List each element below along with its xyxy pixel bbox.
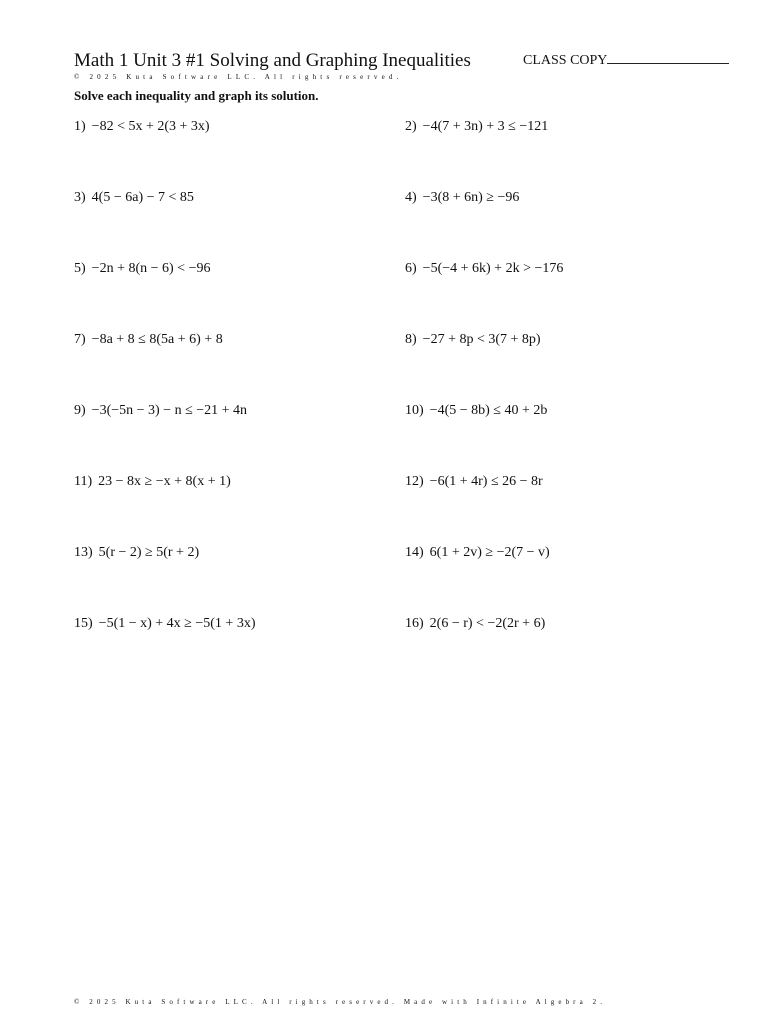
problem-6 [405,260,563,278]
problem-expression: −6(1 + 4r) ≤ 26 − 8r [429,474,543,489]
problem-number: 8) [405,332,417,347]
problem-expression: 6(1 + 2v) ≥ −2(7 − v) [429,545,550,560]
problem-expression: −8a + 8 ≤ 8(5a + 6) + 8 [91,332,223,347]
problem-9 [74,402,247,420]
class-copy-label [523,51,729,70]
problem-3 [74,189,194,207]
problem-5 [74,260,210,278]
problem-10 [405,402,547,420]
page-title: Math 1 Unit 3 #1 Solving and Graphing Inequalities [74,50,471,71]
problem-number: 12) [405,474,424,489]
problem-number: 9) [74,403,86,418]
problem-expression: −5(1 − x) + 4x ≥ −5(1 + 3x) [98,616,256,631]
problem-7 [74,331,223,349]
problem-12 [405,473,543,491]
problem-expression: −3(−5n − 3) − n ≤ −21 + 4n [91,403,248,418]
problem-4 [405,189,519,207]
problem-number: 13) [74,545,93,560]
footer-copyright: © 2025 Kuta Software LLC. All rights reserved. Made with Infinite Algebra 2. [74,998,607,1006]
problem-number: 6) [405,261,417,276]
problem-number: 5) [74,261,86,276]
problem-number: 1) [74,119,86,134]
problem-14 [405,544,550,562]
problem-16 [405,615,545,633]
class-copy-blank-line [607,51,729,64]
problem-expression: −82 < 5x + 2(3 + 3x) [91,119,210,134]
problem-expression: −2n + 8(n − 6) < −96 [91,261,211,276]
class-copy-text: CLASS COPY [523,53,608,68]
problem-expression: 2(6 − r) < −2(2r + 6) [429,616,546,631]
problem-number: 14) [405,545,424,560]
problem-expression: −27 + 8p < 3(7 + 8p) [422,332,541,347]
problem-number: 7) [74,332,86,347]
problem-13 [74,544,199,562]
problem-15 [74,615,255,633]
problem-number: 15) [74,616,93,631]
problem-number: 16) [405,616,424,631]
problem-number: 11) [74,474,93,489]
problem-expression: 5(r − 2) ≥ 5(r + 2) [98,545,200,560]
problem-8 [405,331,541,349]
copyright-top: © 2025 Kuta Software LLC. All rights reserved. [74,73,403,81]
problem-number: 10) [405,403,424,418]
problem-2 [405,118,548,136]
instructions: Solve each inequality and graph its solution. [74,88,319,103]
problem-expression: −5(−4 + 6k) + 2k > −176 [422,261,564,276]
problem-11 [74,473,231,491]
problem-expression: 23 − 8x ≥ −x + 8(x + 1) [98,474,231,489]
problem-number: 3) [74,190,86,205]
problem-expression: −3(8 + 6n) ≥ −96 [422,190,520,205]
problem-expression: 4(5 − 6a) − 7 < 85 [91,190,194,205]
problem-number: 4) [405,190,417,205]
problem-number: 2) [405,119,417,134]
problem-expression: −4(7 + 3n) + 3 ≤ −121 [422,119,549,134]
problem-1 [74,118,210,136]
problem-expression: −4(5 − 8b) ≤ 40 + 2b [429,403,548,418]
